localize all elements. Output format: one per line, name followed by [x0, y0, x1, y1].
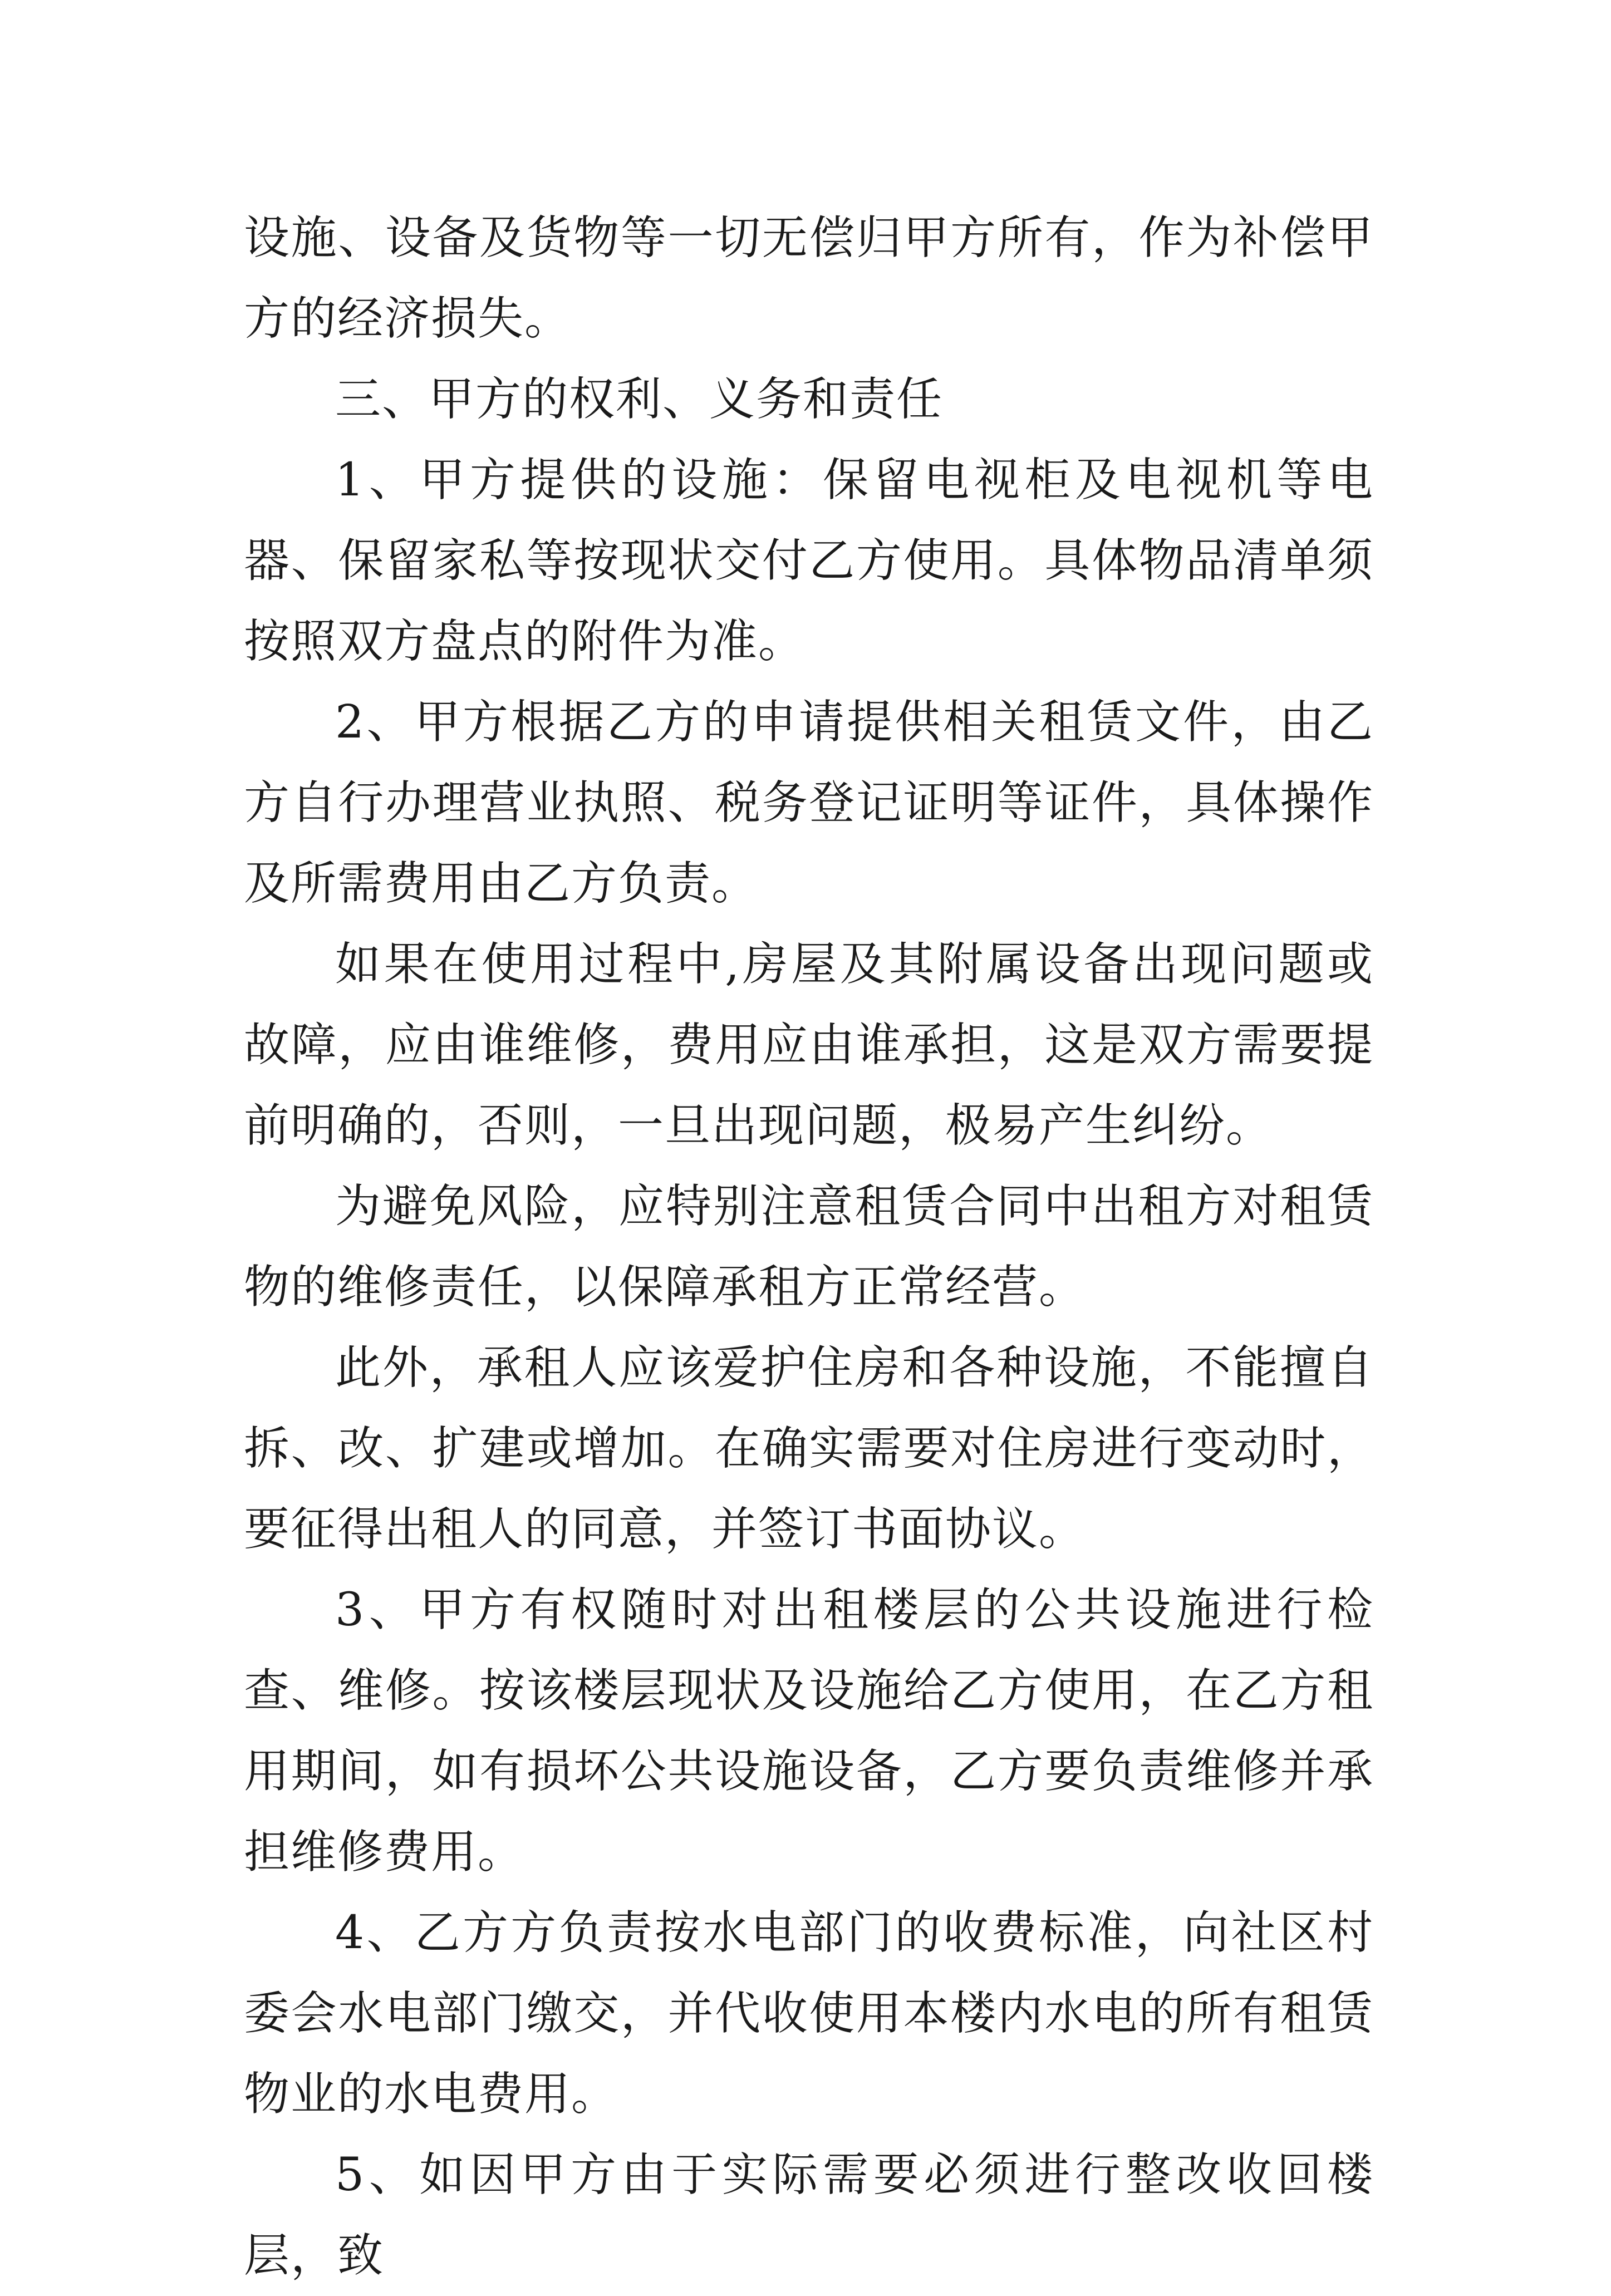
document-body: [244, 198, 1374, 2296]
paragraph-continued: 设施、设备及货物等一切无偿归甲方所有，作为补偿甲方的经济损失。: [244, 212, 1374, 345]
paragraph-clause-5: 5、如因甲方由于实际需要必须进行整改收回楼层，致: [244, 2148, 1374, 2282]
section-heading: 三、甲方的权利、义务和责任: [335, 373, 944, 426]
paragraph-maintenance: 如果在使用过程中,房屋及其附属设备出现问题或故障，应由谁维修，费用应由谁承担，这是双方需要提前明确的，否则，一旦出现问题，极易产生纠纷。: [244, 938, 1374, 1152]
paragraph-tenant-duty: 此外，承租人应该爱护住房和各种设施，不能擅自拆、改、扩建或增加。在确实需要对住房进行变动时，要征得出租人的同意，并签订书面协议。: [244, 1341, 1374, 1556]
paragraph-clause-1: 1、甲方提供的设施：保留电视柜及电视机等电器、保留家私等按现状交付乙方使用。具体物品清单须按照双方盘点的附件为准。: [244, 454, 1374, 668]
paragraph-risk: 为避免风险，应特别注意租赁合同中出租方对租赁物的维修责任，以保障承租方正常经营。: [244, 1180, 1374, 1314]
paragraph-clause-3: 3、甲方有权随时对出租楼层的公共设施进行检查、维修。按该楼层现状及设施给乙方使用，在乙方租用期间，如有损坏公共设施设备，乙方要负责维修并承担维修费用。: [244, 1584, 1374, 1879]
paragraph-clause-2: 2、甲方根据乙方的申请提供相关租赁文件，由乙方自行办理营业执照、税务登记证明等证件，具体操作及所需费用由乙方负责。: [244, 696, 1374, 910]
paragraph-clause-4: 4、乙方方负责按水电部门的收费标准，向社区村委会水电部门缴交，并代收使用本楼内水电的所有租赁物业的水电费用。: [244, 1906, 1374, 2121]
